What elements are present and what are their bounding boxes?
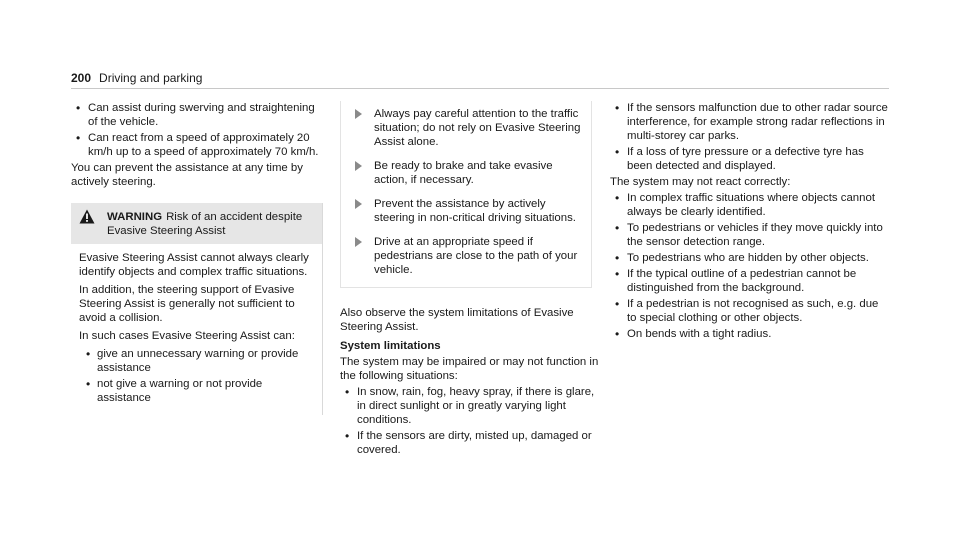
warning-actions-box [340, 101, 592, 288]
action-item [355, 107, 581, 149]
warning-header [71, 203, 322, 244]
warning-triangle-icon [79, 209, 95, 224]
arrow-right-icon [355, 109, 362, 119]
action-item [355, 159, 581, 187]
list-item: • To pedestrians or vehicles if they move quickly into the sensor detection range. [610, 221, 890, 249]
header-divider [71, 88, 889, 89]
list-item: • If a loss of tyre pressure or a defective tyre has been detected and displayed. [610, 145, 890, 173]
page-number: 200 [71, 71, 92, 85]
limitations-list-continued [610, 101, 890, 173]
action-text: Prevent the assistance by actively steering in non-critical driving situations. [374, 198, 576, 224]
limitations-list [340, 385, 600, 457]
list-item: • If the sensors malfunction due to other radar source interference, for example strong radar reflections in multi-storey car parks. [610, 101, 890, 143]
action-item [355, 235, 581, 277]
list-item: • not give a warning or not provide assistance [79, 377, 312, 405]
column-left [71, 101, 323, 415]
arrow-right-icon [355, 161, 362, 171]
warning-paragraph: In addition, the steering support of Evasive Steering Assist is generally not sufficient to avoid a collision. [79, 284, 295, 324]
list-item: • Can assist during swerving and straightening of the vehicle. [71, 101, 323, 129]
warning-label: WARNING [107, 211, 163, 223]
warning-body [71, 244, 322, 415]
list-item: • On bends with a tight radius. [610, 327, 890, 341]
warning-title: Risk of an accident despite Evasive Steering Assist [107, 211, 303, 237]
warning-box [71, 203, 323, 415]
warning-title-text [107, 210, 312, 238]
feature-list [71, 101, 323, 159]
paragraph: The system may not react correctly: [610, 176, 791, 188]
incorrect-reaction-list [610, 191, 890, 341]
arrow-right-icon [355, 199, 362, 209]
list-item: • In snow, rain, fog, heavy spray, if there is glare, in direct sunlight or in greatly varying light conditions. [340, 385, 600, 427]
limitations-section [340, 306, 600, 457]
column-right [610, 101, 890, 343]
page-header [71, 71, 202, 86]
paragraph: You can prevent the assistance at any time by actively steering. [71, 162, 303, 188]
warning-list [79, 347, 312, 405]
action-text: Drive at an appropriate speed if pedestrians are close to the path of your vehicle. [374, 236, 578, 276]
action-item [355, 197, 581, 225]
list-item: • To pedestrians who are hidden by other objects. [610, 251, 890, 265]
column-middle [340, 101, 600, 459]
warning-paragraph: In such cases Evasive Steering Assist can: [79, 330, 295, 342]
list-item: • Can react from a speed of approximately 20 km/h up to a speed of approximately 70 km/h. [71, 131, 323, 159]
list-item: • In complex traffic situations where objects cannot always be clearly identified. [610, 191, 890, 219]
paragraph: The system may be impaired or may not function in the following situations: [340, 356, 599, 382]
list-item: • If the sensors are dirty, misted up, damaged or covered. [340, 429, 600, 457]
action-text: Be ready to brake and take evasive action, if necessary. [374, 160, 553, 186]
subheading-system-limitations: System limitations [340, 340, 441, 352]
warning-paragraph: Evasive Steering Assist cannot always clearly identify objects and complex traffic situations. [79, 252, 309, 278]
section-title: Driving and parking [99, 71, 203, 85]
list-item: • If a pedestrian is not recognised as such, e.g. due to special clothing or other objects. [610, 297, 890, 325]
paragraph: Also observe the system limitations of Evasive Steering Assist. [340, 307, 574, 333]
list-item: • If the typical outline of a pedestrian cannot be distinguished from the background. [610, 267, 890, 295]
action-text: Always pay careful attention to the traffic situation; do not rely on Evasive Steering Assist alone. [374, 108, 581, 148]
list-item: • give an unnecessary warning or provide assistance [79, 347, 312, 375]
arrow-right-icon [355, 237, 362, 247]
